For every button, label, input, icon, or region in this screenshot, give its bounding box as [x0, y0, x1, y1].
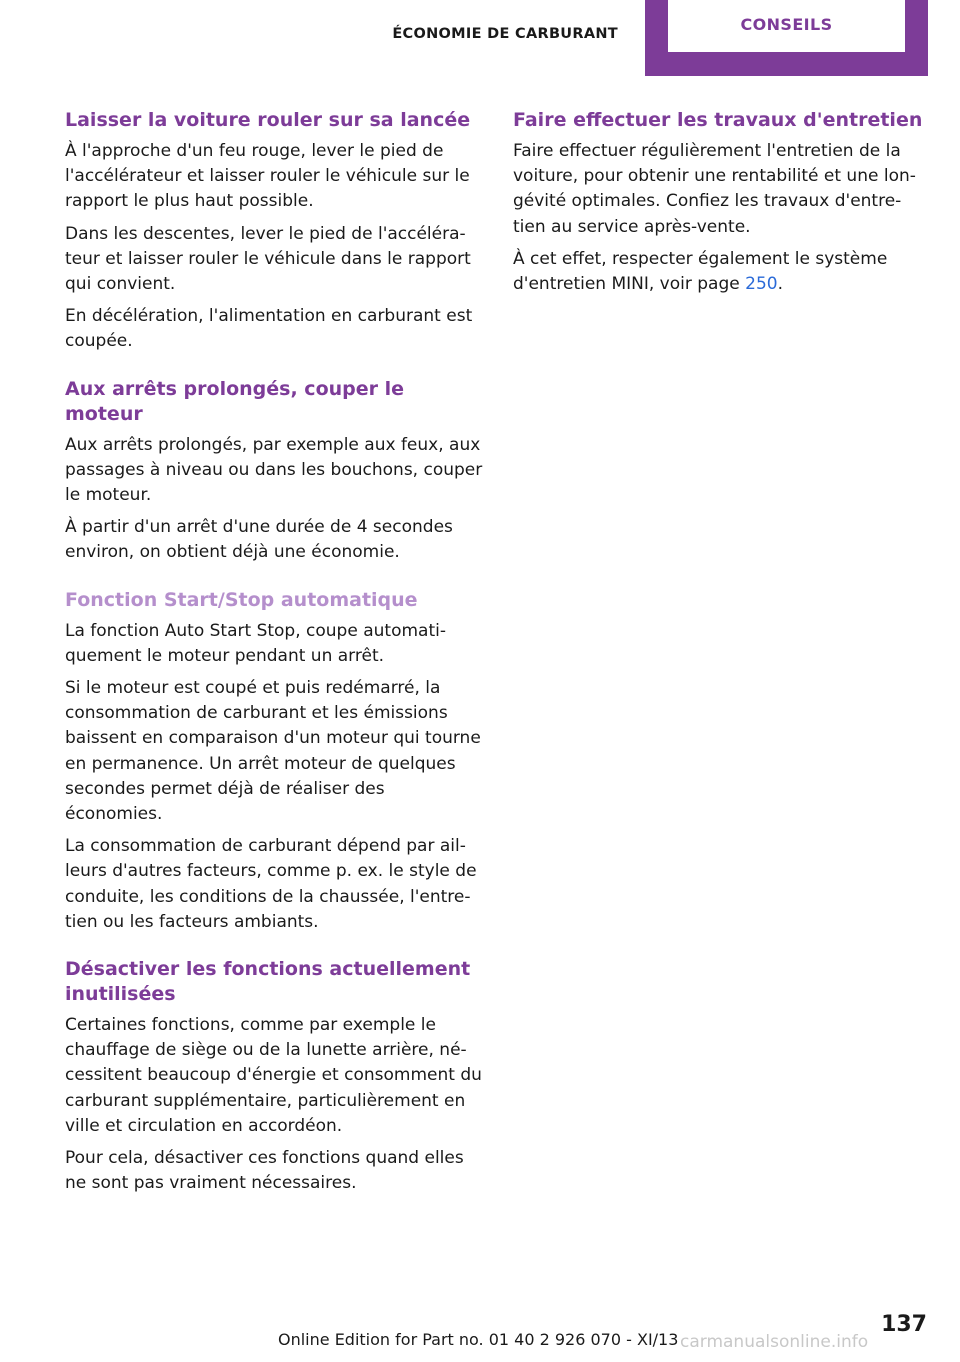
paragraph: Faire effectuer régulièrement l'entretien de la voiture, pour obtenir une rentabilité et une lon‐gévité optimales. Confiez les travaux d'entre‐tien au service après-vente.	[513, 141, 916, 237]
section-engine-off	[65, 377, 485, 566]
page-reference-link[interactable]: 250	[745, 274, 778, 295]
paragraph-text: .	[777, 274, 783, 295]
paragraph: Dans les descentes, lever le pied de l'accéléra‐teur et laisser rouler le véhicule dans le rapport qui convient.	[65, 223, 471, 295]
paragraph: Certaines fonctions, comme par exemple le chauffage de siège ou de la lunette arrière, né‐cessitent beaucoup d'énergie et consomment du carburant supplémentaire, particulièrement en ville et circulation en accordéon.	[65, 1015, 482, 1136]
paragraph: En décélération, l'alimentation en carburant est coupée.	[65, 306, 473, 352]
paragraph-text: À cet effet, respecter également le système d'entretien MINI, voir page	[513, 248, 888, 295]
paragraph: Pour cela, désactiver ces fonctions quand elles ne sont pas vraiment nécessaires.	[65, 1148, 464, 1194]
chapter-title: ÉCONOMIE DE CARBURANT	[392, 26, 618, 42]
paragraph	[513, 247, 933, 297]
section-heading: Fonction Start/Stop automatique	[65, 588, 418, 611]
section-heading: Laisser la voiture rouler sur sa lancée	[65, 109, 471, 131]
section-coasting	[65, 108, 485, 355]
right-column	[513, 108, 933, 319]
left-column	[65, 108, 485, 1219]
section-tab	[645, 0, 928, 76]
watermark: carmanualsonline.info	[680, 1332, 869, 1352]
section-start-stop	[65, 588, 485, 935]
paragraph: La consommation de carburant dépend par ail‐leurs d'autres facteurs, comme p. ex. le style de conduite, les conditions de la chaussée, l'entre‐tien ou les facteurs ambiants.	[65, 836, 477, 932]
section-disable-functions	[65, 957, 485, 1196]
paragraph: À partir d'un arrêt d'une durée de 4 secondes environ, on obtient déjà une économie.	[65, 517, 453, 563]
section-tab-label: CONSEILS	[740, 14, 833, 34]
section-heading: Désactiver les fonctions actuellement inutilisées	[65, 958, 471, 1006]
paragraph: Aux arrêts prolongés, par exemple aux feux, aux passages à niveau ou dans les bouchons, couper le moteur.	[65, 434, 483, 506]
paragraph: À l'approche d'un feu rouge, lever le pied de l'accélérateur et laisser rouler le véhicule sur le rapport le plus haut possible.	[65, 141, 470, 212]
section-maintenance	[513, 108, 933, 297]
edition-footer: Online Edition for Part no. 01 40 2 926 070 - XI/13	[278, 1330, 679, 1349]
page-number: 137	[881, 1312, 927, 1337]
section-heading: Aux arrêts prolongés, couper le moteur	[65, 377, 405, 425]
paragraph: La fonction Auto Start Stop, coupe automati‐quement le moteur pendant un arrêt.	[65, 620, 446, 666]
section-tab-inner	[668, 0, 905, 52]
section-heading: Faire effectuer les travaux d'entretien	[513, 109, 923, 131]
paragraph: Si le moteur est coupé et puis redémarré, la consommation de carburant et les émissions baissent en comparaison d'un moteur qui tourne en permanence. Un arrêt moteur de quelques secondes permet déjà de réaliser des économies.	[65, 678, 481, 825]
